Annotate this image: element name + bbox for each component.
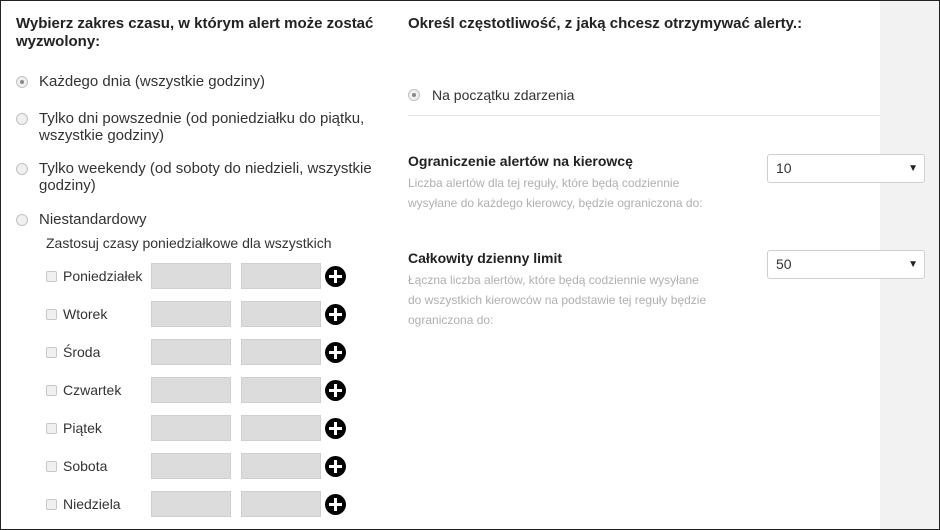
checkbox-tuesday[interactable] [46, 309, 57, 320]
start-time-sunday[interactable] [151, 491, 231, 517]
daily-limit-value: 50 [776, 256, 792, 272]
driver-limit-description: Liczba alertów dla tej reguły, które będą codziennie wysyłane do każdego kierowcy, będzie ograniczona do: [408, 176, 703, 210]
plus-circle-icon[interactable] [325, 418, 346, 439]
checkbox-saturday[interactable] [46, 461, 57, 472]
time-range-section [16, 15, 386, 51]
option-at-event-start-label: Na początku zdarzenia [432, 87, 575, 103]
end-time-saturday[interactable] [241, 453, 321, 479]
driver-limit-value: 10 [776, 160, 792, 176]
start-time-thursday[interactable] [151, 377, 231, 403]
plus-circle-icon[interactable] [325, 456, 346, 477]
end-time-thursday[interactable] [241, 377, 321, 403]
option-weekends[interactable] [16, 160, 376, 194]
daily-limit-block [408, 250, 708, 330]
driver-limit-block [408, 153, 708, 213]
frequency-section [408, 15, 928, 32]
day-row-sunday [46, 491, 346, 517]
radio-weekdays[interactable] [16, 113, 28, 125]
day-row-tuesday [46, 301, 346, 327]
driver-limit-title: Ograniczenie alertów na kierowcę [408, 153, 633, 169]
day-row-thursday [46, 377, 346, 403]
radio-custom[interactable] [16, 214, 28, 226]
section-divider [408, 115, 880, 116]
checkbox-friday[interactable] [46, 423, 57, 434]
plus-circle-icon[interactable] [325, 266, 346, 287]
day-label-monday: Poniedziałek [63, 268, 143, 284]
day-label-saturday: Sobota [63, 458, 108, 474]
time-range-heading: Wybierz zakres czasu, w którym alert może zostać wyzwolony: [16, 15, 374, 50]
day-label-friday: Piątek [63, 420, 102, 436]
option-every-day[interactable] [16, 73, 265, 90]
start-time-friday[interactable] [151, 415, 231, 441]
plus-circle-icon[interactable] [325, 342, 346, 363]
end-time-monday[interactable] [241, 263, 321, 289]
option-at-event-start[interactable] [408, 87, 574, 103]
start-time-tuesday[interactable] [151, 301, 231, 327]
frequency-heading: Określ częstotliwość, z jaką chcesz otrzymywać alerty.: [408, 15, 803, 32]
daily-limit-description: Łączna liczba alertów, które będą codziennie wysyłane do wszystkich kierowców na podstawie tej reguły będzie ograniczona do: [408, 273, 707, 327]
checkbox-thursday[interactable] [46, 385, 57, 396]
start-time-saturday[interactable] [151, 453, 231, 479]
day-label-thursday: Czwartek [63, 382, 122, 398]
daily-limit-select[interactable] [767, 250, 925, 279]
option-weekdays[interactable] [16, 110, 376, 144]
option-weekends-label: Tylko weekendy (od soboty do niedzieli, wszystkie godziny) [39, 160, 372, 194]
day-row-saturday [46, 453, 346, 479]
option-every-day-label: Każdego dnia (wszystkie godziny) [39, 73, 265, 90]
chevron-down-icon: ▼ [908, 259, 918, 270]
option-custom-label: Niestandardowy [39, 211, 147, 228]
end-time-wednesday[interactable] [241, 339, 321, 365]
radio-weekends[interactable] [16, 163, 28, 175]
end-time-sunday[interactable] [241, 491, 321, 517]
plus-circle-icon[interactable] [325, 494, 346, 515]
end-time-tuesday[interactable] [241, 301, 321, 327]
checkbox-wednesday[interactable] [46, 347, 57, 358]
radio-at-event-start[interactable] [408, 89, 420, 101]
start-time-wednesday[interactable] [151, 339, 231, 365]
radio-every-day[interactable] [16, 76, 28, 88]
daily-limit-title: Całkowity dzienny limit [408, 250, 563, 266]
checkbox-sunday[interactable] [46, 499, 57, 510]
day-row-monday [46, 263, 346, 289]
option-weekdays-label: Tylko dni powszednie (od poniedziałku do piątku, wszystkie godziny) [39, 110, 365, 144]
chevron-down-icon: ▼ [908, 163, 918, 174]
end-time-friday[interactable] [241, 415, 321, 441]
checkbox-monday[interactable] [46, 271, 57, 282]
plus-circle-icon[interactable] [325, 304, 346, 325]
start-time-monday[interactable] [151, 263, 231, 289]
day-row-friday [46, 415, 346, 441]
day-label-tuesday: Wtorek [63, 306, 108, 322]
driver-limit-select[interactable] [767, 154, 925, 183]
apply-monday-times-link[interactable]: Zastosuj czasy poniedziałkowe dla wszystkich [46, 235, 332, 251]
day-label-sunday: Niedziela [63, 496, 121, 512]
plus-circle-icon[interactable] [325, 380, 346, 401]
day-row-wednesday [46, 339, 346, 365]
option-custom[interactable] [16, 211, 147, 228]
day-label-wednesday: Środa [63, 344, 101, 360]
